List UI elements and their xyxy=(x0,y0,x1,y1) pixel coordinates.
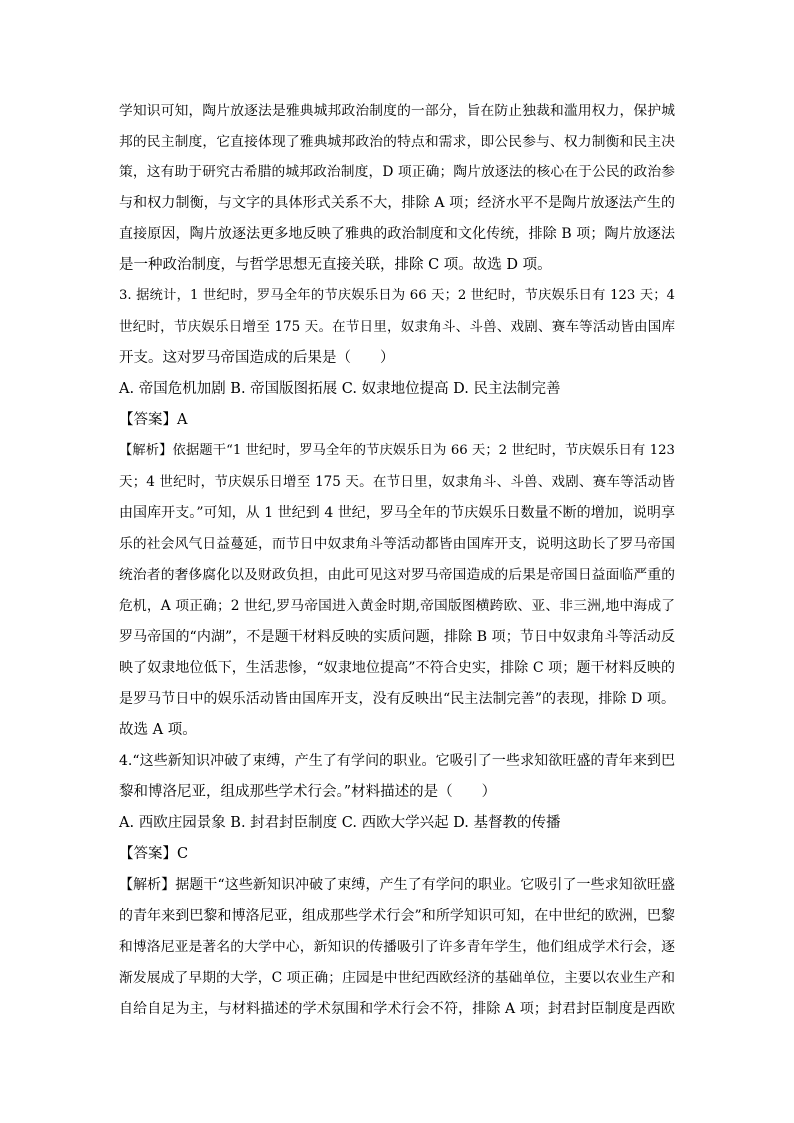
text-line: 与和权力制衡，与文字的具体形式关系不大，排除 A 项；经济水平不是陶片放逐法产生的 xyxy=(119,195,675,211)
question-3-analysis: 故选 A 项。 xyxy=(119,722,197,738)
question-3-stem: 开支。这对罗马帝国造成的后果是（ ） xyxy=(119,350,395,366)
question-4-answer: 【答案】C xyxy=(119,846,189,862)
question-3-analysis: 映了奴隶地位低下，生活悲惨，“奴隶地位提高”不符合史实，排除 C 项；题干材料反映的 xyxy=(119,660,675,676)
question-3-analysis: 天；4 世纪时，节庆娱乐日增至 175 天。在节日里，奴隶角斗、斗兽、戏剧、赛车等活动皆 xyxy=(119,474,675,490)
text-line: 邦的民主制度，它直接体现了雅典城邦政治的特点和需求，即公民参与、权力制衡和民主决 xyxy=(119,134,675,150)
question-3-options: A. 帝国危机加剧 B. 帝国版图拓展 C. 奴隶地位提高 D. 民主法制完善 xyxy=(119,381,561,397)
question-4-stem: 黎和博洛尼亚，组成那些学术行会。”材料描述的是（ ） xyxy=(119,784,497,800)
question-3-stem: 3. 据统计，1 世纪时，罗马全年的节庆娱乐日为 66 天；2 世纪时，节庆娱乐日有 123 天；4 xyxy=(119,288,675,303)
question-4-analysis: 渐发展成了早期的大学，C 项正确；庄园是中世纪西欧经济的基础单位，主要以农业生产和 xyxy=(119,970,675,986)
question-3-analysis: 统治者的奢侈腐化以及财政负担，由此可见这对罗马帝国造成的后果是帝国日益面临严重的 xyxy=(119,567,675,583)
question-3-analysis: 乐的社会风气日益蔓延，而节日中奴隶角斗等活动都皆由国库开支，说明这助长了罗马帝国 xyxy=(119,536,675,552)
question-3-analysis: 【解析】依据题干“1 世纪时，罗马全年的节庆娱乐日为 66 天；2 世纪时，节庆娱乐日有 123 xyxy=(119,443,675,458)
question-3-analysis: 由国库开支。”可知，从 1 世纪到 4 世纪，罗马全年的节庆娱乐日数量不断的增加，说明享 xyxy=(119,505,675,521)
question-3-analysis: 罗马帝国的“内湖”，不是题干材料反映的实质问题，排除 B 项；节日中奴隶角斗等活动反 xyxy=(119,629,675,645)
question-3-answer: 【答案】A xyxy=(119,412,188,428)
question-3-analysis: 是罗马节日中的娱乐活动皆由国库开支，没有反映出“民主法制完善”的表现，排除 D 项。 xyxy=(119,691,675,707)
question-3-analysis: 危机，A 项正确；2 世纪,罗马帝国进入黄金时期,帝国版图横跨欧、亚、非三洲,地中海成了 xyxy=(119,598,675,614)
question-3-stem: 世纪时，节庆娱乐日增至 175 天。在节日里，奴隶角斗、斗兽、戏剧、赛车等活动皆由国库 xyxy=(119,319,675,335)
question-4-options: A. 西欧庄园景象 B. 封君封臣制度 C. 西欧大学兴起 D. 基督教的传播 xyxy=(119,815,561,831)
question-4-analysis: 自给自足为主，与材料描述的学术氛围和学术行会不符，排除 A 项；封君封臣制度是西欧 xyxy=(119,1001,675,1017)
question-4-analysis: 的青年来到巴黎和博洛尼亚，组成那些学术行会”和所学知识可知，在中世纪的欧洲，巴黎 xyxy=(119,908,675,924)
text-line: 直接原因，陶片放逐法更多地反映了雅典的政治制度和文化传统，排除 B 项；陶片放逐法 xyxy=(119,226,675,242)
question-4-stem: 4.“这些新知识冲破了束缚，产生了有学问的职业。它吸引了一些求知欲旺盛的青年来到巴 xyxy=(119,753,675,769)
text-line: 策，这有助于研究古希腊的城邦政治制度，D 项正确；陶片放逐法的核心在于公民的政治参 xyxy=(119,164,675,180)
text-line: 是一种政治制度，与哲学思想无直接关联，排除 C 项。故选 D 项。 xyxy=(119,257,552,273)
question-4-analysis: 【解析】据题干“这些新知识冲破了束缚，产生了有学问的职业。它吸引了一些求知欲旺盛 xyxy=(119,877,675,893)
question-4-analysis: 和博洛尼亚是著名的大学中心，新知识的传播吸引了许多青年学生，他们组成学术行会，逐 xyxy=(119,939,675,955)
text-line: 学知识可知，陶片放逐法是雅典城邦政治制度的一部分，旨在防止独裁和滥用权力，保护城 xyxy=(119,103,675,119)
